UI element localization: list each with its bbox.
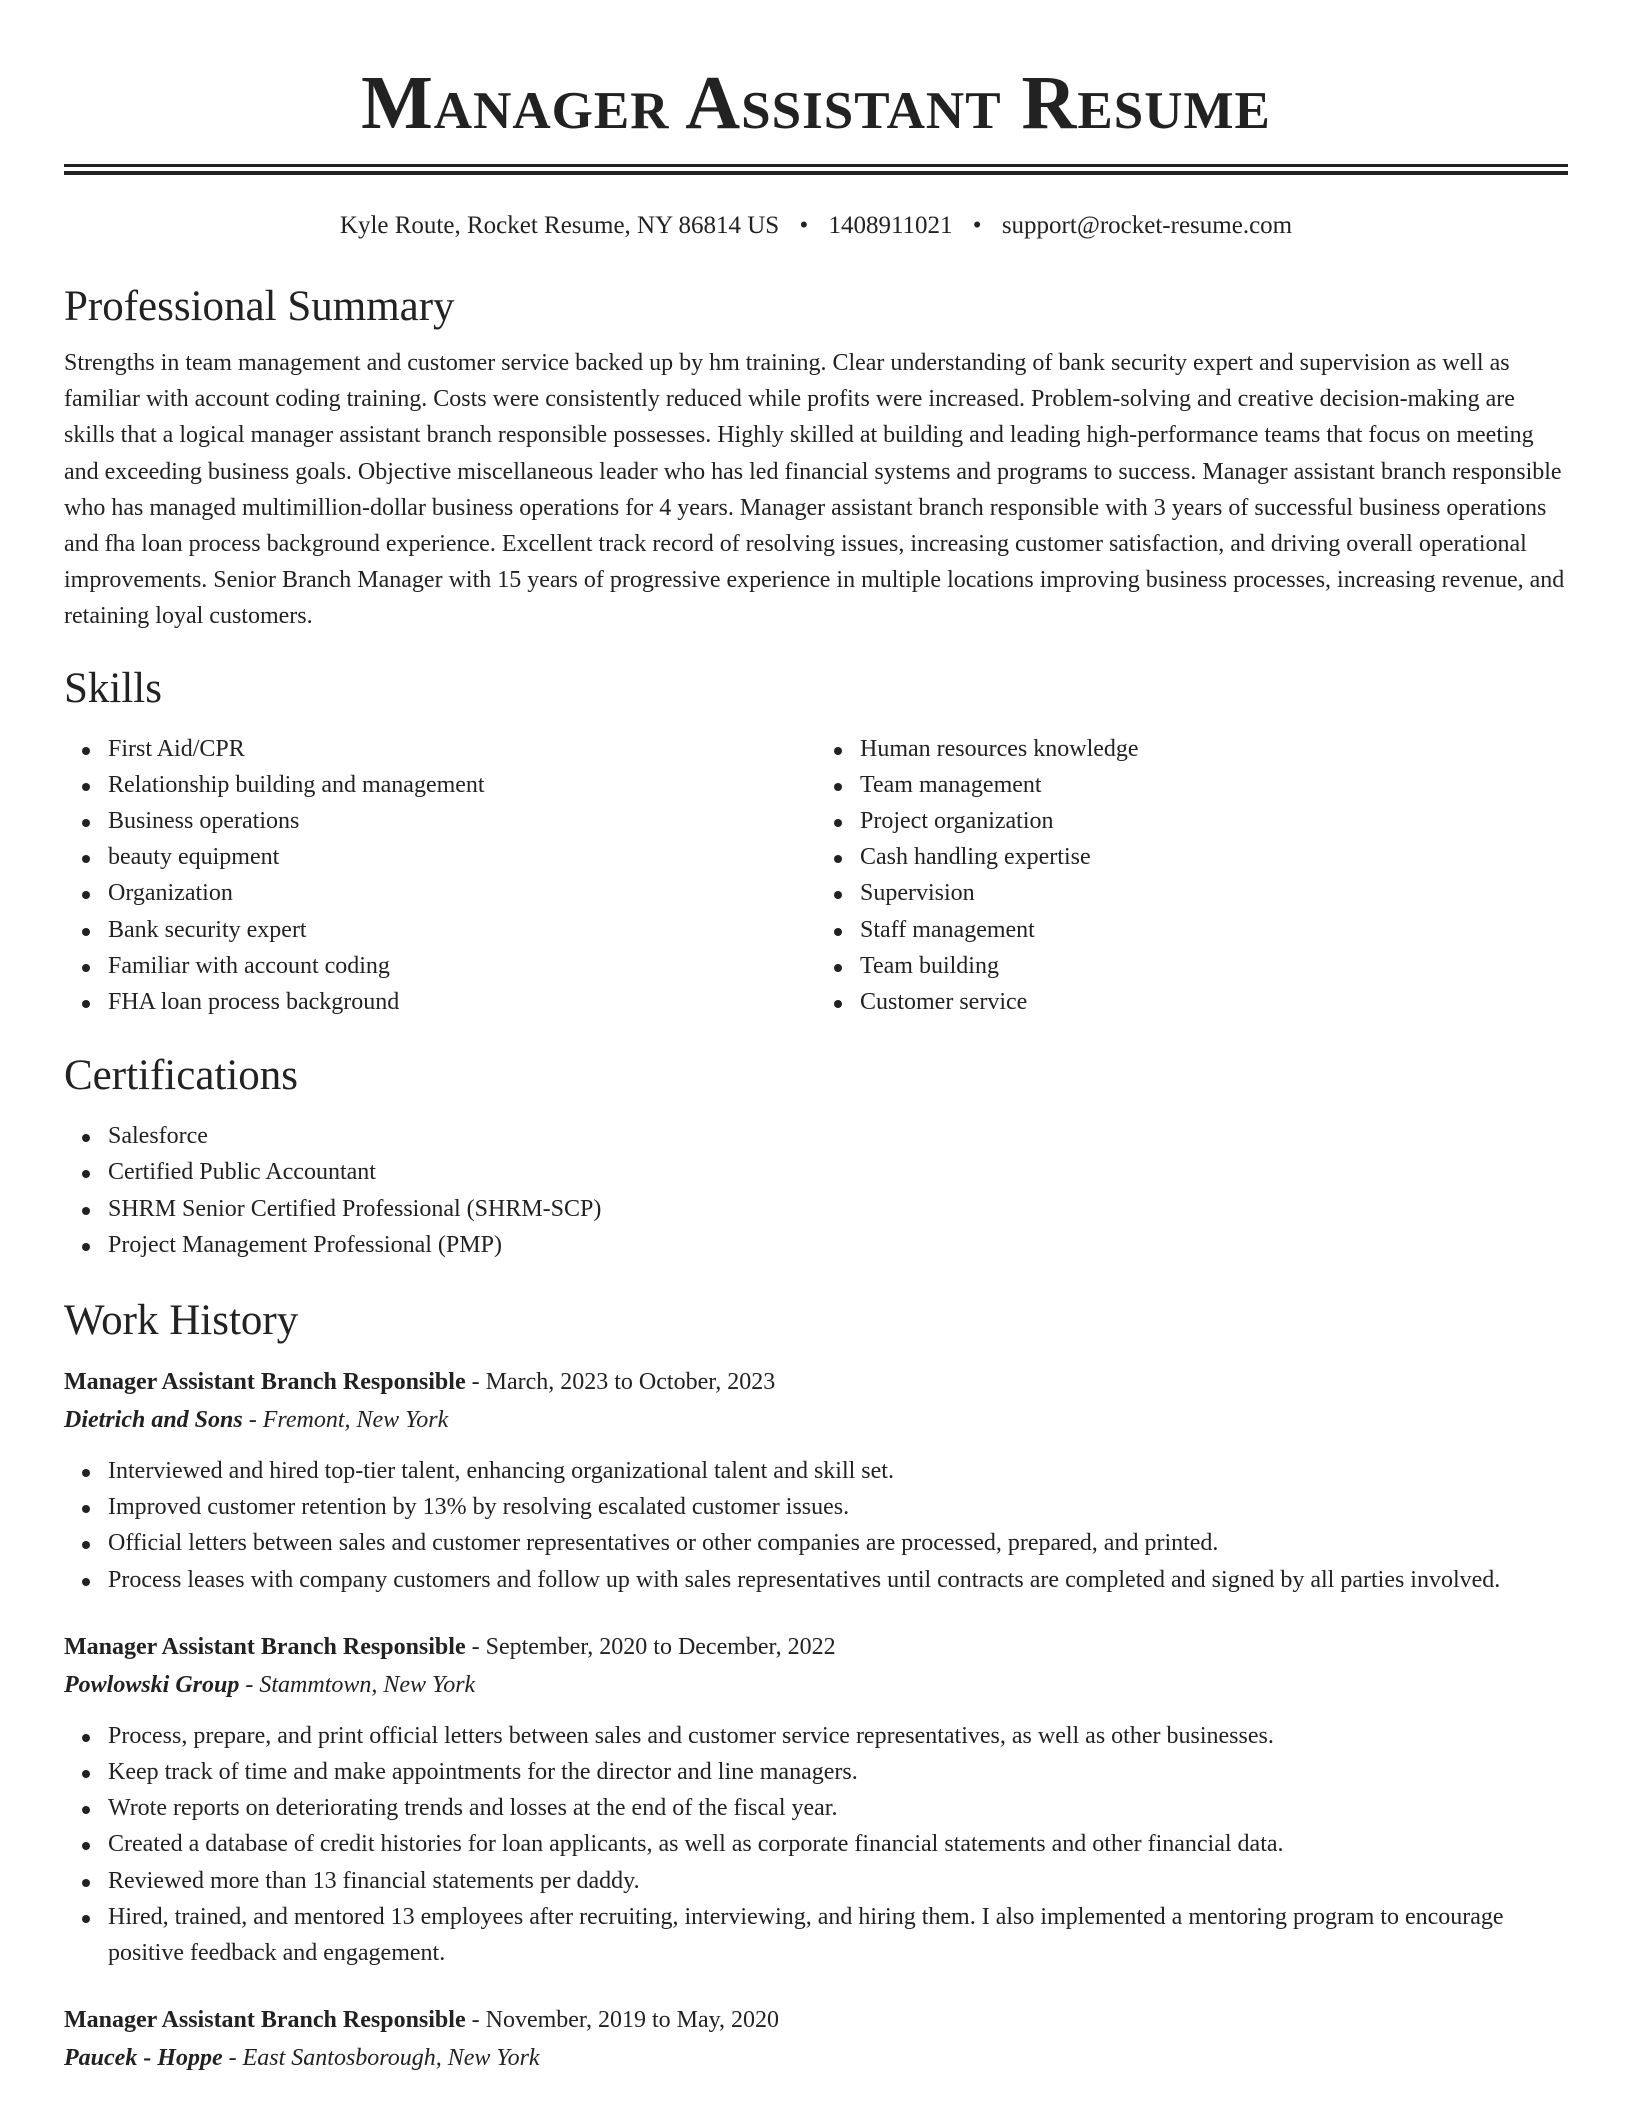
resume-title: Manager Assistant Resume bbox=[361, 61, 1271, 145]
bullet-icon bbox=[82, 1734, 90, 1742]
skill-item: Familiar with account coding bbox=[108, 948, 816, 984]
job-duty-item: Improved customer retention by 13% by resolving escalated customer issues. bbox=[108, 1489, 1568, 1525]
job-dash: - bbox=[242, 1407, 263, 1434]
job-dates: September, 2020 to December, 2022 bbox=[485, 1633, 836, 1660]
bullet-icon bbox=[82, 1505, 90, 1513]
bullet-icon bbox=[834, 964, 842, 972]
job-duty-item: Reviewed more than 13 financial statements per daddy. bbox=[108, 1863, 1568, 1899]
summary-heading: Professional Summary bbox=[64, 283, 455, 330]
job-dash: - bbox=[465, 1369, 486, 1396]
job-dates: March, 2023 to October, 2023 bbox=[485, 1369, 776, 1396]
job-duties-list bbox=[64, 1453, 1568, 1598]
job-dash: - bbox=[239, 1671, 260, 1698]
job-employer bbox=[64, 2039, 1568, 2077]
job-location: Stammtown, New York bbox=[259, 1671, 476, 1698]
contact-line bbox=[64, 209, 1568, 243]
job-dash: - bbox=[465, 1633, 486, 1660]
skill-item: Supervision bbox=[860, 875, 1568, 911]
job-title: Manager Assistant Branch Responsible bbox=[64, 1633, 466, 1660]
skill-item: Project organization bbox=[860, 803, 1568, 839]
skill-item: Cash handling expertise bbox=[860, 839, 1568, 875]
bullet-icon bbox=[834, 819, 842, 827]
bullet-icon bbox=[82, 819, 90, 827]
bullet-icon bbox=[82, 1469, 90, 1477]
certification-item: Salesforce bbox=[108, 1118, 1568, 1154]
skill-item: Bank security expert bbox=[108, 912, 816, 948]
contact-phone: 1408911021 bbox=[828, 212, 953, 239]
bullet-icon bbox=[82, 1000, 90, 1008]
bullet-icon bbox=[82, 1541, 90, 1549]
certification-item: Project Management Professional (PMP) bbox=[108, 1227, 1568, 1263]
job-company: Paucek - Hoppe bbox=[64, 2045, 223, 2072]
work-history-heading: Work History bbox=[64, 1297, 299, 1345]
job-duty-item: Hired, trained, and mentored 13 employees after recruiting, interviewing, and hiring them. I also implemented a mentoring program to encourage positive feedback and engagement. bbox=[108, 1899, 1568, 1971]
bullet-icon bbox=[82, 1770, 90, 1778]
bullet-icon bbox=[834, 928, 842, 936]
job-company: Dietrich and Sons bbox=[64, 1407, 243, 1434]
bullet-icon bbox=[82, 1134, 90, 1142]
bullet-icon bbox=[82, 1915, 90, 1923]
job-location: East Santosborough, New York bbox=[242, 2045, 540, 2072]
certification-item: SHRM Senior Certified Professional (SHRM-SCP) bbox=[108, 1191, 1568, 1227]
bullet-icon bbox=[834, 1000, 842, 1008]
bullet-icon bbox=[82, 891, 90, 899]
skill-item: First Aid/CPR bbox=[108, 731, 816, 767]
skills-list-right bbox=[816, 731, 1568, 1021]
job-duty-item: Wrote reports on deteriorating trends and losses at the end of the fiscal year. bbox=[108, 1790, 1568, 1826]
bullet-icon bbox=[82, 1170, 90, 1178]
job-company: Powlowski Group bbox=[64, 1671, 240, 1698]
bullet-icon bbox=[834, 747, 842, 755]
job-location: Fremont, New York bbox=[262, 1407, 449, 1434]
skill-item: Organization bbox=[108, 875, 816, 911]
job-duties-list bbox=[64, 1718, 1568, 1971]
job-entry bbox=[64, 1628, 1568, 1971]
bullet-icon bbox=[834, 783, 842, 791]
contact-separator: • bbox=[972, 212, 982, 239]
skill-item: Human resources knowledge bbox=[860, 731, 1568, 767]
job-employer bbox=[64, 1666, 1568, 1704]
bullet-icon bbox=[82, 964, 90, 972]
contact-email: support@rocket-resume.com bbox=[1001, 212, 1293, 239]
bullet-icon bbox=[82, 855, 90, 863]
bullet-icon bbox=[82, 1842, 90, 1850]
bullet-icon bbox=[82, 1879, 90, 1887]
job-entry bbox=[64, 1363, 1568, 1598]
job-duty-item: Keep track of time and make appointments for the director and line managers. bbox=[108, 1754, 1568, 1790]
job-entry bbox=[64, 2001, 1568, 2077]
bullet-icon bbox=[834, 855, 842, 863]
job-duty-item: Process, prepare, and print official letters between sales and customer service representatives, as well as other businesses. bbox=[108, 1718, 1568, 1754]
contact-separator: • bbox=[799, 212, 809, 239]
summary-text: Strengths in team management and customer service backed up by hm training. Clear understanding of bank security expert and supervision as well as familiar with account coding training. Costs were consistently reduced while profits were increased. Problem-solving and creative decision-making are skills that a logical manager assistant branch responsible possesses. Highly skilled at building and leading high-performance teams that focus on meeting and exceeding business goals. Objective miscellaneous leader who has led financial systems and programs to success. Manager assistant branch responsible who has managed multimillion-dollar business operations for 4 years. Manager assistant branch responsible with 3 years of successful business operations and fha loan process background experience. Excellent track record of resolving issues, increasing customer satisfaction, and driving overall operational improvements. Senior Branch Manager with 15 years of progressive experience in multiple locations improving business processes, increasing revenue, and retaining loyal customers. bbox=[64, 350, 1565, 630]
certification-item: Certified Public Accountant bbox=[108, 1154, 1568, 1190]
skill-item: Staff management bbox=[860, 912, 1568, 948]
job-duty-item: Official letters between sales and customer representatives or other companies are processed, prepared, and printed. bbox=[108, 1525, 1568, 1561]
skill-item: Team building bbox=[860, 948, 1568, 984]
job-header bbox=[64, 1363, 1568, 1401]
job-dash: - bbox=[465, 2007, 486, 2034]
job-dates: November, 2019 to May, 2020 bbox=[485, 2007, 780, 2034]
skill-item: Business operations bbox=[108, 803, 816, 839]
job-duty-item: Process leases with company customers and follow up with sales representatives until contracts are completed and signed by all parties involved. bbox=[108, 1562, 1568, 1598]
skills-heading: Skills bbox=[64, 664, 162, 712]
bullet-icon bbox=[834, 891, 842, 899]
bullet-icon bbox=[82, 928, 90, 936]
skill-item: Relationship building and management bbox=[108, 767, 816, 803]
job-header bbox=[64, 1628, 1568, 1666]
job-duty-item: Created a database of credit histories for loan applicants, as well as corporate financial statements and other financial data. bbox=[108, 1826, 1568, 1862]
certifications-heading: Certifications bbox=[64, 1052, 299, 1100]
bullet-icon bbox=[82, 747, 90, 755]
bullet-icon bbox=[82, 1806, 90, 1814]
bullet-icon bbox=[82, 1207, 90, 1215]
job-duty-item: Interviewed and hired top-tier talent, enhancing organizational talent and skill set. bbox=[108, 1453, 1568, 1489]
skill-item: beauty equipment bbox=[108, 839, 816, 875]
contact-address: Kyle Route, Rocket Resume, NY 86814 US bbox=[339, 212, 780, 239]
skill-item: FHA loan process background bbox=[108, 984, 816, 1020]
title-divider bbox=[64, 164, 1568, 175]
job-dash: - bbox=[222, 2045, 243, 2072]
job-title: Manager Assistant Branch Responsible bbox=[64, 1369, 466, 1396]
skill-item: Customer service bbox=[860, 984, 1568, 1020]
certifications-list bbox=[64, 1118, 1568, 1263]
skills-columns bbox=[64, 731, 1568, 1021]
skills-list-left bbox=[64, 731, 816, 1021]
job-employer bbox=[64, 1401, 1568, 1439]
bullet-icon bbox=[82, 1243, 90, 1251]
bullet-icon bbox=[82, 783, 90, 791]
job-title: Manager Assistant Branch Responsible bbox=[64, 2007, 466, 2034]
bullet-icon bbox=[82, 1578, 90, 1586]
skill-item: Team management bbox=[860, 767, 1568, 803]
job-header bbox=[64, 2001, 1568, 2039]
